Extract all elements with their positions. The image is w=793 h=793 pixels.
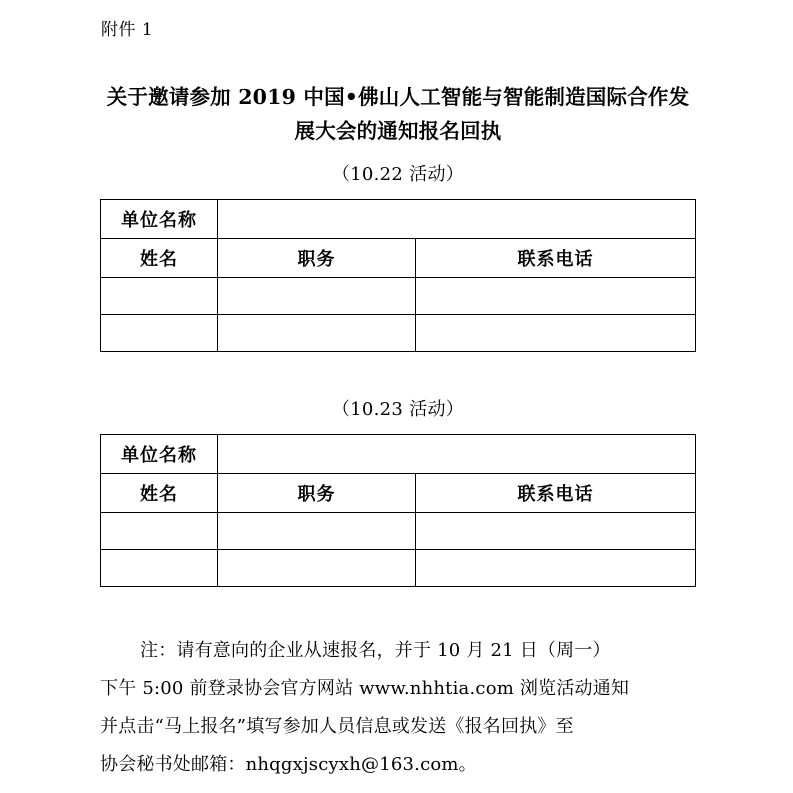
table-row-header — [101, 474, 696, 513]
table-row-unit — [101, 435, 696, 474]
unit-name-field[interactable] — [218, 200, 696, 239]
unit-name-label: 单位名称 — [101, 435, 218, 474]
cell-name[interactable] — [101, 513, 218, 550]
table-row-unit — [101, 200, 696, 239]
cell-phone[interactable] — [416, 513, 696, 550]
note-paragraph — [100, 632, 700, 784]
column-header-position: 职务 — [218, 239, 416, 278]
table-row — [101, 315, 696, 352]
note-line-3: 并点击“马上报名”填写参加人员信息或发送《报名回执》至 — [100, 716, 574, 737]
page-title-line-1: 关于邀请参加 2019 中国•佛山人工智能与智能制造国际合作发 — [106, 85, 690, 109]
cell-name[interactable] — [101, 278, 218, 315]
column-header-phone: 联系电话 — [416, 239, 696, 278]
column-header-name: 姓名 — [101, 474, 218, 513]
cell-position[interactable] — [218, 315, 416, 352]
table-row — [101, 513, 696, 550]
cell-phone[interactable] — [416, 550, 696, 587]
note-line-2: 下午 5:00 前登录协会官方网站 www.nhhtia.com 浏览活动通知 — [100, 678, 630, 699]
unit-name-field[interactable] — [218, 435, 696, 474]
attachment-label: 附件 1 — [101, 20, 154, 40]
section-subtitle-1023: （10.23 活动） — [331, 399, 465, 420]
page-title — [100, 80, 696, 148]
cell-position[interactable] — [218, 513, 416, 550]
registration-table-1023 — [100, 434, 696, 587]
unit-name-label: 单位名称 — [101, 200, 218, 239]
table-row — [101, 278, 696, 315]
cell-phone[interactable] — [416, 315, 696, 352]
cell-phone[interactable] — [416, 278, 696, 315]
note-line-4: 协会秘书处邮箱：nhqgxjscyxh@163.com。 — [100, 754, 477, 775]
table-row — [101, 550, 696, 587]
cell-name[interactable] — [101, 315, 218, 352]
note-line-1: 注：请有意向的企业从速报名，并于 10 月 21 日（周一） — [140, 640, 611, 661]
page-title-line-2: 展大会的通知报名回执 — [294, 119, 502, 143]
column-header-position: 职务 — [218, 474, 416, 513]
cell-position[interactable] — [218, 278, 416, 315]
cell-name[interactable] — [101, 550, 218, 587]
cell-position[interactable] — [218, 550, 416, 587]
section-subtitle-1022: （10.22 活动） — [331, 164, 465, 185]
column-header-name: 姓名 — [101, 239, 218, 278]
column-header-phone: 联系电话 — [416, 474, 696, 513]
table-row-header — [101, 239, 696, 278]
registration-table-1022 — [100, 199, 696, 352]
